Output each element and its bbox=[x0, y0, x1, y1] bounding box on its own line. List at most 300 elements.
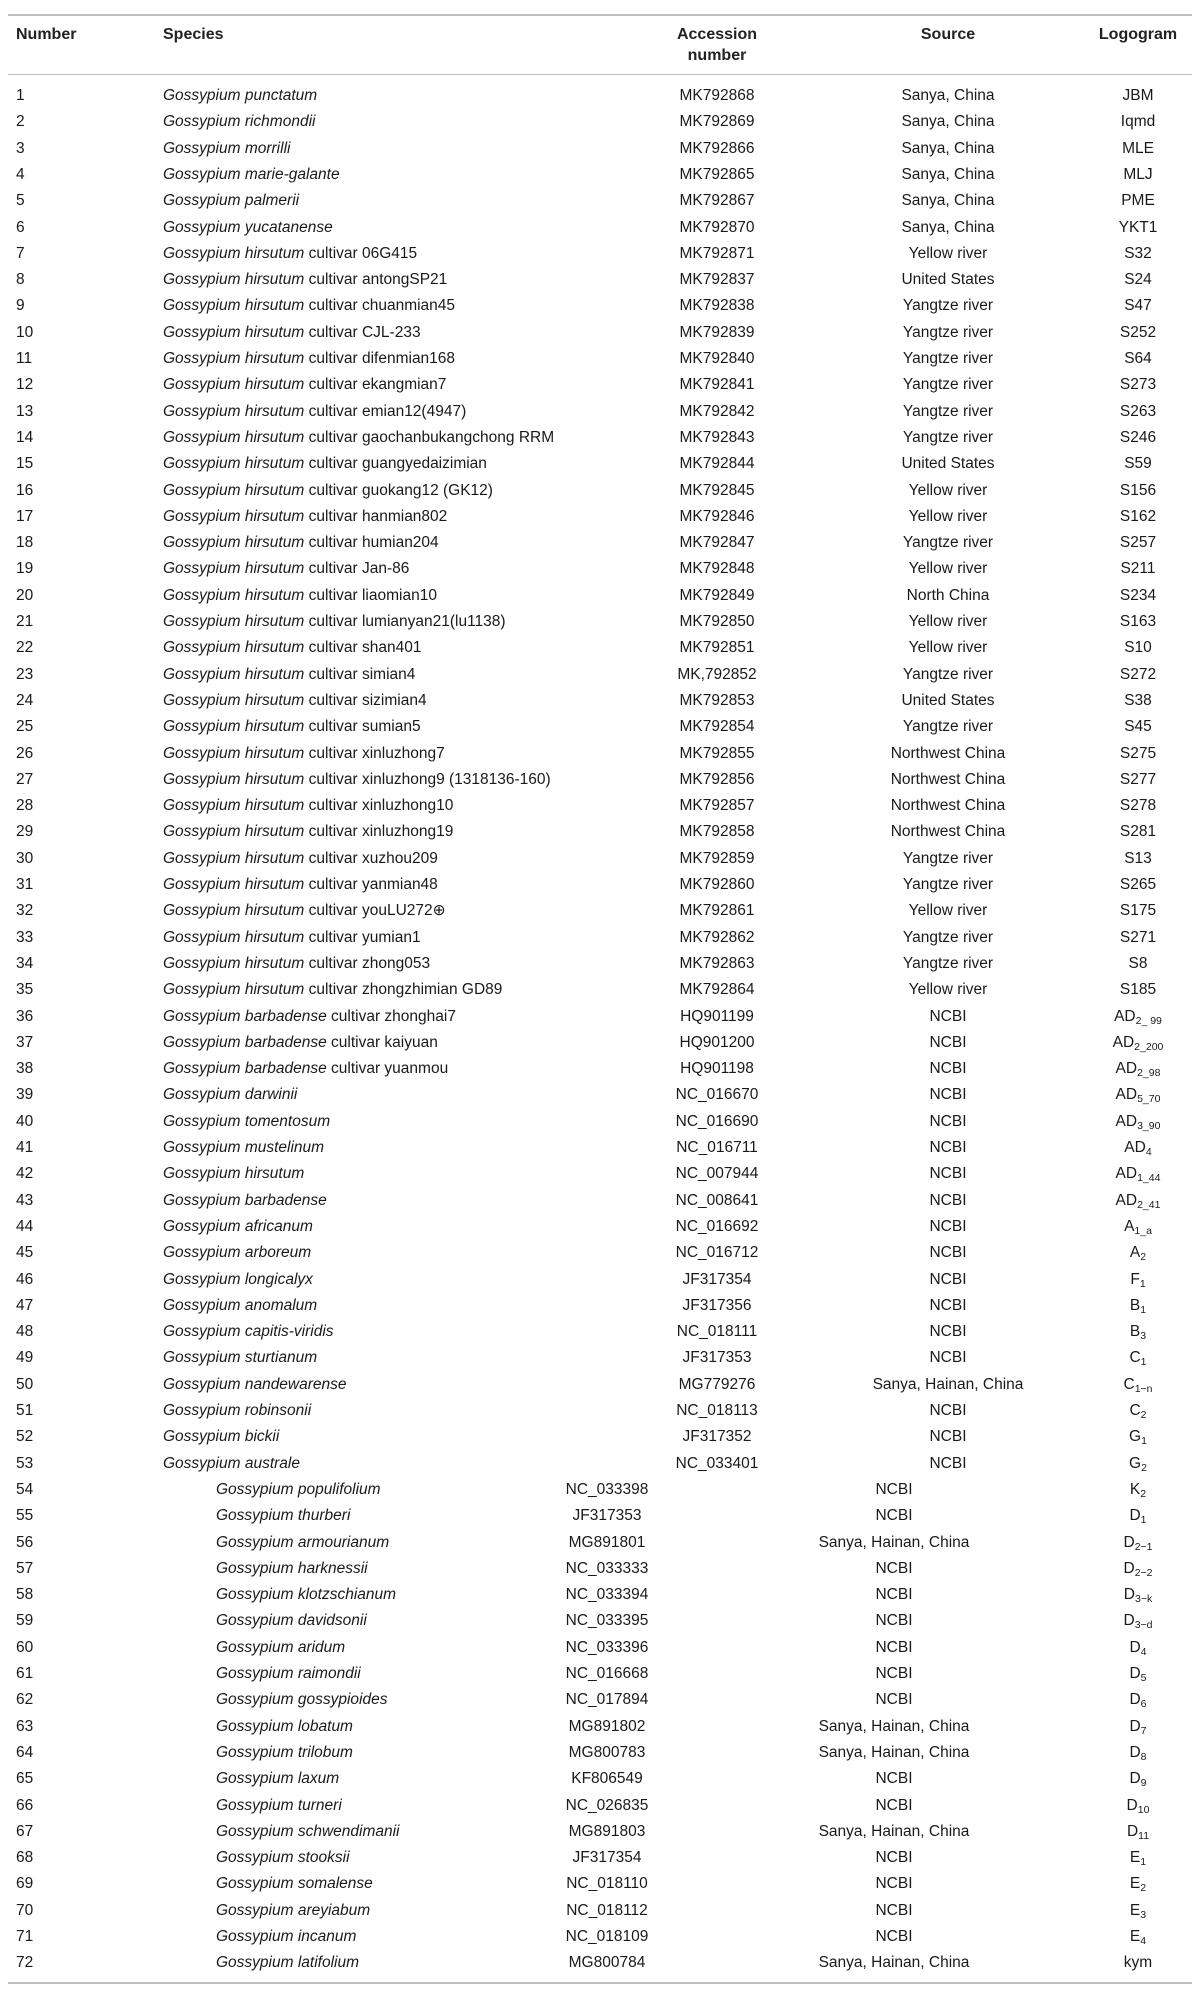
cell-number: 2 bbox=[16, 113, 25, 131]
cell-number: 50 bbox=[16, 1375, 34, 1393]
cell-number: 38 bbox=[16, 1060, 34, 1078]
table-row bbox=[0, 898, 1200, 924]
logogram-subscript: 4 bbox=[1145, 1146, 1152, 1158]
cell-logogram bbox=[1080, 925, 1196, 951]
species-binomial: Gossypium yucatanense bbox=[163, 218, 333, 236]
logogram-base: S162 bbox=[1119, 507, 1157, 525]
species-cultivar: cultivar liaomian10 bbox=[304, 586, 437, 604]
cell-number: 54 bbox=[16, 1480, 34, 1498]
cell-number: 59 bbox=[16, 1612, 34, 1630]
species-binomial: Gossypium harknessii bbox=[216, 1559, 368, 1577]
cell-source: NCBI bbox=[875, 1928, 913, 1945]
species-cultivar: cultivar yanmian48 bbox=[304, 876, 438, 893]
cell-number: 45 bbox=[16, 1244, 34, 1262]
logogram-subscript: 9 bbox=[1140, 1777, 1147, 1790]
cell-logogram bbox=[1080, 662, 1196, 688]
cell-logogram bbox=[1080, 1819, 1196, 1845]
logogram-subscript: 2−2 bbox=[1134, 1566, 1153, 1579]
cell-species bbox=[163, 688, 427, 714]
cell-accession: MK792842 bbox=[679, 402, 755, 420]
cell-logogram bbox=[1080, 267, 1196, 293]
cell-number: 58 bbox=[16, 1586, 34, 1604]
logogram-subscript: 1−n bbox=[1134, 1382, 1153, 1395]
table-row bbox=[0, 977, 1200, 1003]
cell-number: 13 bbox=[16, 402, 34, 420]
cell-species bbox=[163, 662, 415, 688]
cell-number: 47 bbox=[16, 1296, 34, 1314]
table-row bbox=[0, 1082, 1200, 1108]
cell-accession: NC_018109 bbox=[565, 1928, 649, 1945]
table-row bbox=[0, 635, 1200, 661]
cell-accession: NC_018111 bbox=[676, 1323, 758, 1341]
logogram-subscript: 3−k bbox=[1134, 1593, 1153, 1606]
logogram-subscript: 2 bbox=[1141, 1461, 1147, 1474]
species-binomial: Gossypium hirsutum bbox=[163, 665, 305, 683]
logogram-base: G bbox=[1129, 1428, 1142, 1446]
species-cultivar: cultivar humian204 bbox=[304, 534, 439, 552]
cell-number: 28 bbox=[16, 797, 34, 815]
cell-accession: JF317354 bbox=[572, 1849, 642, 1867]
logogram-subscript: 1 bbox=[1140, 1356, 1147, 1369]
cell-accession: MK792850 bbox=[679, 613, 755, 630]
cell-source: NCBI bbox=[929, 1060, 967, 1078]
cell-logogram bbox=[1080, 846, 1196, 872]
cell-species bbox=[163, 1293, 317, 1319]
table-row bbox=[0, 1188, 1200, 1214]
cell-accession: MG891803 bbox=[568, 1822, 646, 1840]
species-cultivar: cultivar xinluzhong7 bbox=[304, 744, 445, 762]
table-row bbox=[0, 136, 1200, 162]
species-cultivar: cultivar 06G415 bbox=[304, 244, 418, 262]
logogram-base: D bbox=[1126, 1796, 1138, 1814]
species-cultivar: cultivar chuanmian45 bbox=[304, 297, 456, 315]
logogram-base: AD bbox=[1115, 1165, 1138, 1183]
species-cultivar: cultivar sumian5 bbox=[304, 718, 421, 736]
species-binomial: Gossypium mustelinum bbox=[163, 1139, 325, 1156]
cell-source: NCBI bbox=[875, 1691, 913, 1709]
table-row bbox=[0, 530, 1200, 556]
cell-species bbox=[216, 1687, 387, 1713]
cell-number: 6 bbox=[16, 218, 25, 236]
logogram-base: D bbox=[1123, 1612, 1135, 1630]
table-row bbox=[0, 1319, 1200, 1345]
cell-species bbox=[163, 925, 421, 951]
table-row bbox=[0, 293, 1200, 319]
logogram-base: D bbox=[1129, 1743, 1141, 1761]
cell-source: Sanya, Hainan, China bbox=[818, 1533, 970, 1551]
cell-species bbox=[163, 1109, 330, 1135]
cell-number: 8 bbox=[16, 271, 25, 289]
cell-species bbox=[163, 977, 502, 1003]
header-number: Number bbox=[16, 26, 77, 43]
logogram-base: S8 bbox=[1128, 954, 1148, 972]
cell-logogram bbox=[1080, 741, 1196, 767]
species-cultivar: cultivar zhonghai7 bbox=[326, 1007, 456, 1025]
cell-source: NCBI bbox=[929, 1349, 967, 1367]
logogram-base: E bbox=[1129, 1901, 1141, 1919]
species-binomial: Gossypium aridum bbox=[216, 1638, 346, 1656]
cell-source: Yangtze river bbox=[902, 402, 994, 420]
cell-logogram bbox=[1080, 1214, 1196, 1240]
cell-accession: NC_007944 bbox=[675, 1165, 759, 1183]
cell-species bbox=[163, 1004, 456, 1030]
cell-logogram bbox=[1080, 872, 1196, 898]
logogram-base: S185 bbox=[1119, 981, 1157, 999]
table-row bbox=[0, 1109, 1200, 1135]
cell-species bbox=[163, 872, 438, 898]
species-cultivar: cultivar sizimian4 bbox=[304, 691, 427, 709]
species-binomial: Gossypium capitis-viridis bbox=[163, 1323, 334, 1341]
cell-source: NCBI bbox=[929, 1270, 967, 1288]
cell-species bbox=[163, 1319, 334, 1345]
cell-accession: MK792868 bbox=[679, 87, 755, 104]
cell-species bbox=[216, 1714, 353, 1740]
cell-accession: NC_016670 bbox=[675, 1086, 759, 1104]
species-binomial: Gossypium marie-galante bbox=[163, 165, 340, 183]
cell-species bbox=[163, 767, 551, 793]
table-row bbox=[0, 819, 1200, 845]
cell-source: Northwest China bbox=[890, 770, 1006, 788]
cell-source: Yangtze river bbox=[902, 534, 994, 552]
species-binomial: Gossypium hirsutum bbox=[163, 428, 305, 446]
species-binomial: Gossypium darwinii bbox=[163, 1086, 298, 1104]
table-row bbox=[0, 1740, 1200, 1766]
cell-species bbox=[163, 372, 446, 398]
table-row bbox=[0, 109, 1200, 135]
cell-species bbox=[163, 136, 290, 162]
cell-accession: MK792870 bbox=[679, 218, 755, 236]
table-row bbox=[0, 1845, 1200, 1871]
species-cultivar: cultivar youLU272⊕ bbox=[304, 902, 446, 920]
cell-number: 22 bbox=[16, 639, 34, 657]
cell-number: 5 bbox=[16, 192, 25, 210]
cell-source: NCBI bbox=[875, 1770, 913, 1788]
cell-logogram bbox=[1080, 819, 1196, 845]
cell-number: 29 bbox=[16, 823, 34, 841]
table-row bbox=[0, 346, 1200, 372]
cell-logogram bbox=[1080, 1687, 1196, 1713]
species-cultivar: cultivar hanmian802 bbox=[304, 507, 448, 525]
cell-species bbox=[163, 741, 445, 767]
cell-source: Sanya, Hainan, China bbox=[818, 1743, 970, 1761]
logogram-base: F bbox=[1130, 1270, 1140, 1288]
species-binomial: Gossypium lobatum bbox=[216, 1717, 353, 1735]
species-binomial: Gossypium areyiabum bbox=[216, 1901, 371, 1919]
species-binomial: Gossypium hirsutum bbox=[163, 902, 305, 920]
species-cultivar: cultivar xinluzhong19 bbox=[304, 823, 454, 841]
cell-source: NCBI bbox=[929, 1296, 967, 1314]
cell-logogram bbox=[1080, 346, 1196, 372]
species-cultivar: cultivar kaiyuan bbox=[326, 1033, 438, 1051]
species-binomial: Gossypium hirsutum bbox=[163, 586, 305, 604]
species-binomial: Gossypium thurberi bbox=[216, 1507, 351, 1525]
table-row bbox=[0, 1924, 1200, 1950]
logogram-base: D bbox=[1123, 1586, 1135, 1604]
cell-logogram bbox=[1080, 1030, 1196, 1056]
cell-source: Sanya, China bbox=[901, 113, 995, 131]
cell-number: 65 bbox=[16, 1770, 34, 1788]
species-cultivar: cultivar lumianyan21(lu1138) bbox=[304, 613, 506, 630]
logogram-subscript: 2 bbox=[1140, 1251, 1147, 1264]
table-row bbox=[0, 1345, 1200, 1371]
cell-logogram bbox=[1080, 609, 1196, 635]
cell-source: NCBI bbox=[929, 1033, 967, 1051]
species-binomial: Gossypium hirsutum bbox=[163, 534, 305, 552]
table-row bbox=[0, 925, 1200, 951]
table-row bbox=[0, 767, 1200, 793]
table-row bbox=[0, 215, 1200, 241]
cell-source: Yangtze river bbox=[902, 876, 994, 893]
cell-number: 49 bbox=[16, 1349, 34, 1367]
table-row bbox=[0, 1424, 1200, 1450]
logogram-subscript: 3_90 bbox=[1137, 1119, 1161, 1132]
table-row bbox=[0, 1635, 1200, 1661]
bottom-rule bbox=[8, 1982, 1192, 1984]
logogram-subscript: 5_70 bbox=[1137, 1093, 1161, 1106]
logogram-base: S257 bbox=[1119, 534, 1157, 552]
logogram-base: JBM bbox=[1122, 87, 1154, 104]
cell-logogram bbox=[1080, 530, 1196, 556]
cell-number: 37 bbox=[16, 1033, 34, 1051]
cell-source: NCBI bbox=[929, 1454, 967, 1472]
cell-number: 32 bbox=[16, 902, 34, 920]
logogram-base: S277 bbox=[1119, 770, 1157, 788]
cell-accession: MG800783 bbox=[568, 1743, 646, 1761]
logogram-base: D bbox=[1129, 1638, 1141, 1656]
cell-source: Yangtze river bbox=[902, 954, 994, 972]
logogram-subscript: 2_98 bbox=[1137, 1067, 1161, 1080]
logogram-subscript: 2 bbox=[1140, 1487, 1147, 1500]
logogram-base: S38 bbox=[1124, 691, 1152, 709]
table-row bbox=[0, 1950, 1200, 1976]
logogram-base: B bbox=[1129, 1323, 1141, 1341]
species-binomial: Gossypium hirsutum bbox=[163, 928, 305, 946]
cell-logogram bbox=[1080, 898, 1196, 924]
cell-species bbox=[216, 1635, 345, 1661]
cell-source: North China bbox=[906, 586, 990, 604]
species-binomial: Gossypium anomalum bbox=[163, 1296, 318, 1314]
cell-source: NCBI bbox=[929, 1007, 967, 1025]
logogram-subscript: 3 bbox=[1140, 1908, 1147, 1921]
cell-species bbox=[163, 1214, 313, 1240]
table-row bbox=[0, 1556, 1200, 1582]
cell-accession: MK792865 bbox=[679, 165, 755, 183]
header-rule bbox=[8, 74, 1192, 75]
cell-logogram bbox=[1080, 399, 1196, 425]
table-row bbox=[0, 241, 1200, 267]
logogram-base: PME bbox=[1121, 192, 1155, 210]
cell-accession: MK792860 bbox=[679, 876, 755, 893]
cell-accession: MK792844 bbox=[679, 455, 755, 473]
cell-logogram bbox=[1080, 1845, 1196, 1871]
header-source: Source bbox=[920, 26, 976, 43]
cell-logogram bbox=[1080, 767, 1196, 793]
logogram-base: S163 bbox=[1119, 613, 1157, 630]
cell-source: Sanya, China bbox=[901, 218, 995, 236]
cell-accession: JF317352 bbox=[682, 1428, 752, 1446]
logogram-subscript: 4 bbox=[1140, 1935, 1147, 1947]
cell-species bbox=[163, 478, 493, 504]
species-binomial: Gossypium australe bbox=[163, 1454, 300, 1472]
cell-accession: MG891802 bbox=[568, 1717, 646, 1735]
logogram-base: S156 bbox=[1119, 481, 1157, 499]
cell-species bbox=[216, 1819, 400, 1845]
cell-source: Yangtze river bbox=[902, 297, 994, 315]
cell-source: NCBI bbox=[929, 1217, 967, 1235]
cell-number: 51 bbox=[16, 1402, 34, 1419]
cell-species bbox=[216, 1582, 396, 1608]
cell-number: 7 bbox=[16, 244, 25, 262]
logogram-base: S10 bbox=[1124, 639, 1152, 657]
species-binomial: Gossypium laxum bbox=[216, 1770, 340, 1788]
cell-logogram bbox=[1080, 1004, 1196, 1030]
cell-source: Yellow river bbox=[908, 560, 988, 578]
cell-logogram bbox=[1080, 951, 1196, 977]
species-binomial: Gossypium klotzschianum bbox=[216, 1586, 397, 1604]
logogram-subscript: 10 bbox=[1137, 1803, 1150, 1816]
cell-source: Yellow river bbox=[908, 639, 988, 657]
cell-accession: MK792848 bbox=[679, 560, 755, 578]
logogram-base: S273 bbox=[1119, 376, 1157, 394]
cell-species bbox=[163, 267, 447, 293]
cell-source: Yangtze river bbox=[902, 665, 994, 683]
cell-source: NCBI bbox=[875, 1638, 913, 1656]
cell-number: 67 bbox=[16, 1822, 34, 1840]
species-binomial: Gossypium hirsutum bbox=[163, 244, 305, 262]
cell-accession: MK792857 bbox=[679, 797, 755, 815]
logogram-subscript: 1 bbox=[1140, 1514, 1147, 1527]
cell-logogram bbox=[1080, 1424, 1196, 1450]
cell-logogram bbox=[1080, 451, 1196, 477]
species-binomial: Gossypium hirsutum bbox=[163, 691, 305, 709]
species-binomial: Gossypium populifolium bbox=[216, 1480, 381, 1498]
table-row bbox=[0, 1030, 1200, 1056]
cell-number: 16 bbox=[16, 481, 34, 499]
logogram-base: G bbox=[1129, 1454, 1142, 1472]
logogram-subscript: 3 bbox=[1140, 1330, 1147, 1343]
species-binomial: Gossypium richmondii bbox=[163, 113, 316, 131]
species-binomial: Gossypium hirsutum bbox=[163, 770, 305, 788]
cell-logogram bbox=[1080, 1766, 1196, 1792]
logogram-base: AD bbox=[1115, 1112, 1138, 1130]
cell-accession: MK792864 bbox=[679, 981, 755, 999]
cell-logogram bbox=[1080, 977, 1196, 1003]
cell-source: NCBI bbox=[929, 1139, 967, 1156]
logogram-base: S265 bbox=[1119, 876, 1157, 893]
species-cultivar: cultivar yumian1 bbox=[304, 928, 421, 946]
cell-source: NCBI bbox=[929, 1165, 967, 1183]
cell-logogram bbox=[1080, 1871, 1196, 1897]
table-row bbox=[0, 714, 1200, 740]
cell-logogram bbox=[1080, 1267, 1196, 1293]
species-binomial: Gossypium barbadense bbox=[163, 1060, 327, 1078]
cell-species bbox=[163, 1188, 327, 1214]
cell-accession: JF317353 bbox=[572, 1507, 642, 1525]
table-row bbox=[0, 1161, 1200, 1187]
cell-species bbox=[163, 714, 421, 740]
table-row bbox=[0, 451, 1200, 477]
logogram-base: C bbox=[1129, 1349, 1141, 1367]
logogram-subscript: 2_200 bbox=[1134, 1040, 1164, 1053]
cell-logogram bbox=[1080, 1740, 1196, 1766]
species-binomial: Gossypium hirsutum bbox=[163, 507, 305, 525]
species-binomial: Gossypium bickii bbox=[163, 1428, 280, 1446]
cell-species bbox=[163, 635, 421, 661]
cell-logogram bbox=[1080, 215, 1196, 241]
cell-number: 34 bbox=[16, 954, 34, 972]
table-row bbox=[0, 1582, 1200, 1608]
cell-source: NCBI bbox=[929, 1402, 967, 1419]
cell-accession: NC_016668 bbox=[565, 1665, 649, 1682]
cell-source: Yangtze river bbox=[902, 928, 994, 946]
cell-species bbox=[163, 1240, 311, 1266]
table-row bbox=[0, 1793, 1200, 1819]
cell-source: Yangtze river bbox=[902, 849, 994, 867]
logogram-base: S175 bbox=[1119, 902, 1157, 920]
logogram-base: D bbox=[1129, 1691, 1141, 1709]
cell-species bbox=[163, 293, 455, 319]
cell-accession: MK792853 bbox=[679, 691, 755, 709]
cell-species bbox=[163, 819, 453, 845]
logogram-base: S278 bbox=[1119, 797, 1157, 815]
logogram-base: AD bbox=[1115, 1060, 1138, 1078]
cell-accession: NC_016711 bbox=[676, 1139, 758, 1156]
cell-number: 69 bbox=[16, 1875, 34, 1893]
cell-source: United States bbox=[901, 271, 995, 289]
table-row bbox=[0, 372, 1200, 398]
logogram-subscript: 1 bbox=[1139, 1277, 1146, 1290]
logogram-subscript: 2_41 bbox=[1137, 1198, 1161, 1211]
table-row bbox=[0, 609, 1200, 635]
cell-number: 11 bbox=[16, 350, 33, 367]
species-binomial: Gossypium hirsutum bbox=[163, 981, 305, 999]
logogram-subscript: 1_44 bbox=[1137, 1172, 1161, 1185]
cell-number: 15 bbox=[16, 455, 34, 473]
cell-species bbox=[163, 1082, 297, 1108]
cell-accession: NC_017894 bbox=[565, 1691, 649, 1709]
cell-source: NCBI bbox=[929, 1244, 967, 1262]
cell-accession: MK792859 bbox=[679, 849, 755, 867]
cell-number: 36 bbox=[16, 1007, 34, 1025]
cell-species bbox=[216, 1845, 350, 1871]
cell-source: NCBI bbox=[875, 1480, 913, 1498]
cell-accession: NC_018112 bbox=[566, 1901, 648, 1919]
cell-logogram bbox=[1080, 1372, 1196, 1398]
cell-species bbox=[163, 399, 466, 425]
logogram-subscript: 2 bbox=[1140, 1882, 1147, 1895]
cell-species bbox=[163, 1424, 279, 1450]
cell-accession: NC_033398 bbox=[565, 1480, 649, 1498]
cell-species bbox=[163, 1267, 313, 1293]
cell-number: 72 bbox=[16, 1954, 34, 1972]
header-species: Species bbox=[163, 26, 224, 43]
cell-species bbox=[163, 530, 439, 556]
cell-species bbox=[216, 1793, 342, 1819]
species-cultivar: cultivar gaochanbukangchong RRM bbox=[304, 428, 555, 446]
logogram-base: S271 bbox=[1119, 928, 1157, 946]
species-binomial: Gossypium hirsutum bbox=[163, 639, 305, 657]
cell-number: 19 bbox=[16, 560, 34, 578]
logogram-base: D bbox=[1123, 1559, 1135, 1577]
logogram-base: S211 bbox=[1120, 560, 1156, 578]
cell-number: 63 bbox=[16, 1717, 34, 1735]
table-row bbox=[0, 1477, 1200, 1503]
cell-accession: NC_026835 bbox=[565, 1796, 649, 1814]
cell-logogram bbox=[1080, 1319, 1196, 1345]
table-row bbox=[0, 188, 1200, 214]
species-cultivar: cultivar yuanmou bbox=[326, 1060, 449, 1078]
species-binomial: Gossypium davidsonii bbox=[216, 1612, 367, 1630]
